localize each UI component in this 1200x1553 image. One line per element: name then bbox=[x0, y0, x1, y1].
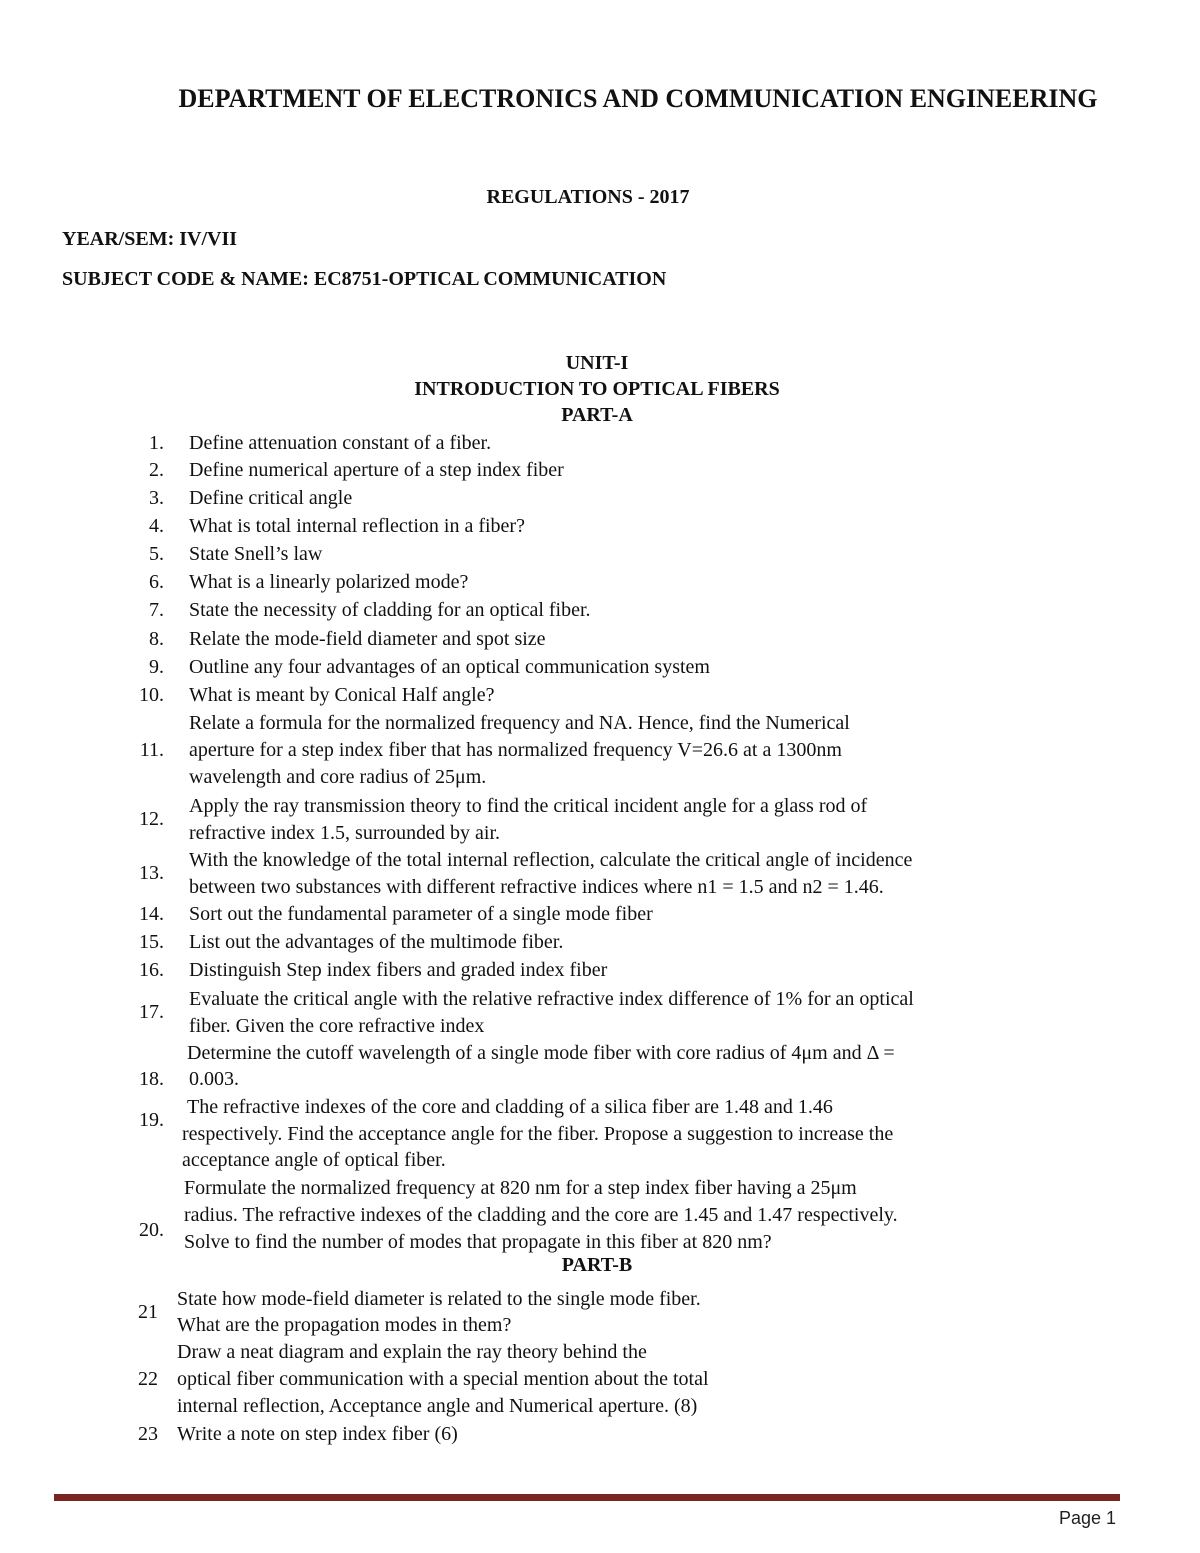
question-text: State the necessity of cladding for an optical fiber. bbox=[189, 599, 591, 621]
question-text-line: between two substances with different refractive indices where n1 = 1.5 and n2 = 1.46. bbox=[189, 876, 884, 898]
question-number: 20. bbox=[139, 1219, 164, 1241]
year-sem-label: YEAR/SEM: IV/VII bbox=[62, 228, 238, 250]
question-text: What is total internal reflection in a fiber? bbox=[189, 515, 525, 537]
page-number: Page 1 bbox=[1058, 1508, 1116, 1528]
question-number: 10. bbox=[139, 684, 164, 706]
question-number: 19. bbox=[139, 1109, 164, 1131]
question-text: Relate the mode-field diameter and spot size bbox=[189, 628, 546, 650]
question-number: 13. bbox=[139, 862, 164, 884]
question-number: 12. bbox=[139, 808, 164, 830]
question-text: Define critical angle bbox=[189, 487, 353, 509]
question-text-line: State how mode-field diameter is related to the single mode fiber. bbox=[177, 1288, 701, 1310]
question-text: List out the advantages of the multimode fiber. bbox=[189, 931, 564, 953]
question-number: 17. bbox=[139, 1001, 164, 1023]
question-text-line: With the knowledge of the total internal reflection, calculate the critical angle of incidence bbox=[189, 849, 913, 871]
question-text-line: 0.003. bbox=[189, 1068, 239, 1090]
question-number: 21 bbox=[138, 1301, 158, 1323]
question-text-line: Determine the cutoff wavelength of a single mode fiber with core radius of 4μm and Δ = bbox=[187, 1042, 895, 1064]
question-number: 3. bbox=[149, 487, 164, 509]
question-text-line: Solve to find the number of modes that propagate in this fiber at 820 nm? bbox=[184, 1231, 772, 1253]
question-text-line: Apply the ray transmission theory to find the critical incident angle for a glass rod of bbox=[189, 795, 868, 817]
question-number: 7. bbox=[149, 599, 164, 621]
question-text-line: Write a note on step index fiber (6) bbox=[177, 1423, 458, 1445]
question-text-line: Formulate the normalized frequency at 820 nm for a step index fiber having a 25μm bbox=[184, 1177, 857, 1199]
question-text-line: The refractive indexes of the core and cladding of a silica fiber are 1.48 and 1.46 bbox=[187, 1096, 833, 1118]
question-number: 1. bbox=[149, 432, 164, 454]
department-heading: DEPARTMENT OF ELECTRONICS AND COMMUNICATION ENGINEERING bbox=[178, 84, 1098, 113]
question-number: 2. bbox=[149, 459, 164, 481]
question-text-line: Draw a neat diagram and explain the ray theory behind the bbox=[177, 1341, 647, 1363]
unit-title: UNIT-I bbox=[565, 352, 629, 374]
question-text-line: fiber. Given the core refractive index bbox=[189, 1015, 485, 1037]
question-number: 5. bbox=[149, 543, 164, 565]
question-number: 18. bbox=[139, 1068, 164, 1090]
question-text-line: respectively. Find the acceptance angle for the fiber. Propose a suggestion to increase the bbox=[182, 1123, 894, 1145]
question-text-line: wavelength and core radius of 25μm. bbox=[189, 766, 487, 788]
question-text-line: aperture for a step index fiber that has normalized frequency V=26.6 at a 1300nm bbox=[189, 739, 842, 761]
question-text: Sort out the fundamental parameter of a single mode fiber bbox=[189, 903, 653, 925]
question-text-line: acceptance angle of optical fiber. bbox=[182, 1149, 446, 1171]
question-number: 9. bbox=[149, 656, 164, 678]
question-text-line: optical fiber communication with a special mention about the total bbox=[177, 1368, 709, 1390]
question-number: 11. bbox=[139, 739, 164, 761]
subject-label: SUBJECT CODE & NAME: EC8751-OPTICAL COMMUNICATION bbox=[62, 268, 667, 290]
question-number: 22 bbox=[138, 1368, 158, 1390]
question-number: 23 bbox=[138, 1423, 158, 1445]
question-text: Outline any four advantages of an optical communication system bbox=[189, 656, 710, 678]
question-text: Define numerical aperture of a step index fiber bbox=[189, 459, 564, 481]
question-text-line: refractive index 1.5, surrounded by air. bbox=[189, 822, 501, 844]
question-number: 8. bbox=[149, 628, 164, 650]
question-text-line: What are the propagation modes in them? bbox=[177, 1314, 512, 1336]
question-text: What is meant by Conical Half angle? bbox=[189, 684, 495, 706]
question-number: 14. bbox=[139, 903, 164, 925]
question-text: Distinguish Step index fibers and graded index fiber bbox=[189, 959, 608, 981]
part-b-heading: PART-B bbox=[561, 1254, 633, 1276]
question-number: 4. bbox=[149, 515, 164, 537]
footer-divider bbox=[54, 1494, 1120, 1501]
question-text-line: internal reflection, Acceptance angle and Numerical aperture. (8) bbox=[177, 1395, 698, 1417]
question-number: 15. bbox=[139, 931, 164, 953]
question-text-line: Evaluate the critical angle with the relative refractive index difference of 1% for an optical bbox=[189, 988, 914, 1010]
question-text-line: radius. The refractive indexes of the cladding and the core are 1.45 and 1.47 respectively. bbox=[184, 1204, 898, 1226]
question-number: 16. bbox=[139, 959, 164, 981]
question-number: 6. bbox=[149, 571, 164, 593]
question-text: State Snell’s law bbox=[189, 543, 323, 565]
question-text: Define attenuation constant of a fiber. bbox=[189, 432, 492, 454]
question-text-line: Relate a formula for the normalized frequency and NA. Hence, find the Numerical bbox=[189, 712, 850, 734]
question-text: What is a linearly polarized mode? bbox=[189, 571, 469, 593]
unit-name: INTRODUCTION TO OPTICAL FIBERS bbox=[414, 378, 780, 400]
part-a-heading: PART-A bbox=[561, 404, 633, 426]
regulations-heading: REGULATIONS - 2017 bbox=[486, 186, 690, 208]
